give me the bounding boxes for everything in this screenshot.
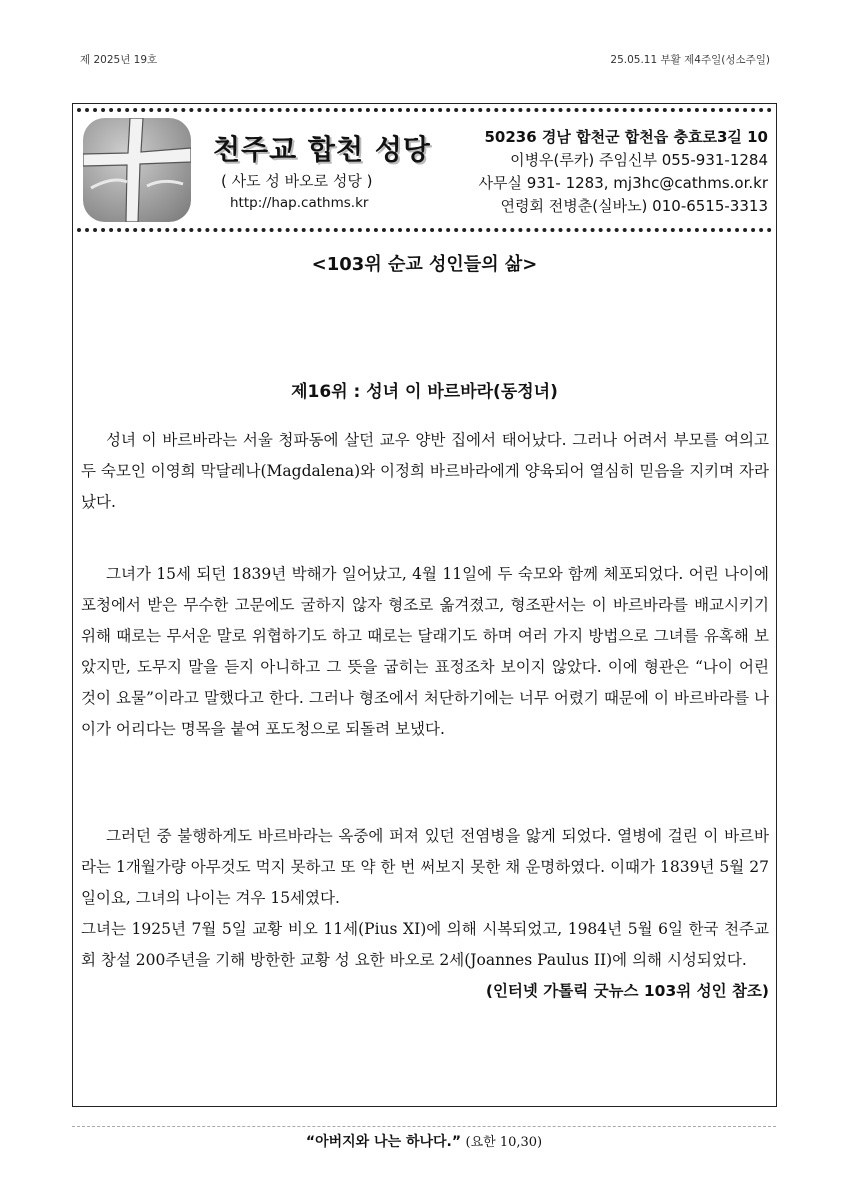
parish-name: 천주교 합천 성당 [213,133,431,166]
top-dotted-divider [77,108,772,112]
paragraph-text: 그녀가 15세 되던 1839년 박해가 일어났고, 4월 11일에 두 숙모와 함께 체포되었다. 어린 나이에 포청에서 받은 무수한 고문에도 굴하지 않자 형조로 옮겨졌고, 형조판서는 이 바르바라를 배교시키기 위해 때로는 무서운 말로 위협하기도 하고 때로는 달래기도 하며 여러 가지 방법으로 그녀를 유혹해 보았지만, 도무지 말을 듣지 아니하고 그 뜻을 굽히는 표정조차 보이지 않았다. 이에 형관은 “나이 어린 것이 요물”이라고 말했다고 한다. 그러나 형조에서 처단하기에는 너무 어렸기 때문에 이 바르바라를 나이가 어리다는 명목을 붙여 포도청으로 되돌려 보냈다. [81,565,769,738]
address: 50236 경남 합천군 합천읍 충효로3길 10 [484,128,768,146]
issue-date: 25.05.11 부활 제4주일(성소주일) [610,54,770,66]
footer-divider [72,1126,776,1127]
parish-url[interactable]: http://hap.cathms.kr [230,195,369,211]
office-contact: 사무실 931- 1283, mj3hc@cathms.or.kr [478,174,768,192]
footer-quote [0,1131,848,1151]
cross-logo-icon [83,118,191,222]
quote-text: “아버지와 나는 하나다.” [305,1134,462,1150]
council-contact: 연령회 전병춘(실바노) 010-6515-3313 [500,197,768,215]
paragraph-3 [81,821,769,1007]
header-dotted-divider [77,228,772,232]
paragraph-text: 그녀는 1925년 7월 5일 교황 비오 11세(Pius XI)에 의해 시복되었고, 1984년 5월 6일 한국 천주교회 창설 200주년을 기해 방한한 교황 성 요한 바오로 2세(Joannes Paulus II)에 의해 시성되었다. [81,920,769,969]
section-title: <103위 순교 성인들의 삶> [311,254,538,275]
parish-subtitle: ( 사도 성 바오로 성당 ) [221,172,373,190]
paragraph-1 [81,425,769,518]
contact-info [479,126,768,218]
quote-reference: (요한 10,30) [465,1135,543,1150]
source-line [81,976,769,1007]
paragraph-text: 성녀 이 바르바라는 서울 청파동에 살던 교우 양반 집에서 태어났다. 그러나 어려서 부모를 여의고 두 숙모인 이영희 막달레나(Magdalena)와 이정희 바르바라에게 양육되어 열심히 믿음을 지키며 자라났다. [81,431,769,511]
source-reference: (인터넷 가톨릭 굿뉴스 103위 성인 참조) [485,982,769,1000]
issue-number: 제 2025년 19호 [80,54,158,66]
paragraph-2 [81,559,769,745]
priest-contact: 이병우(루카) 주임신부 055-931-1284 [510,151,768,169]
saint-title: 제16위 : 성녀 이 바르바라(동정녀) [291,382,558,402]
paragraph-text: 그러던 중 불행하게도 바르바라는 옥중에 퍼져 있던 전염병을 앓게 되었다. 열병에 걸린 이 바르바라는 1개월가량 아무것도 먹지 못하고 또 약 한 번 써보지 못한 채 운명하였다. 이때가 1839년 5월 27일이요, 그녀의 나이는 겨우 15세였다. [81,827,769,907]
bulletin-frame [72,103,777,1107]
